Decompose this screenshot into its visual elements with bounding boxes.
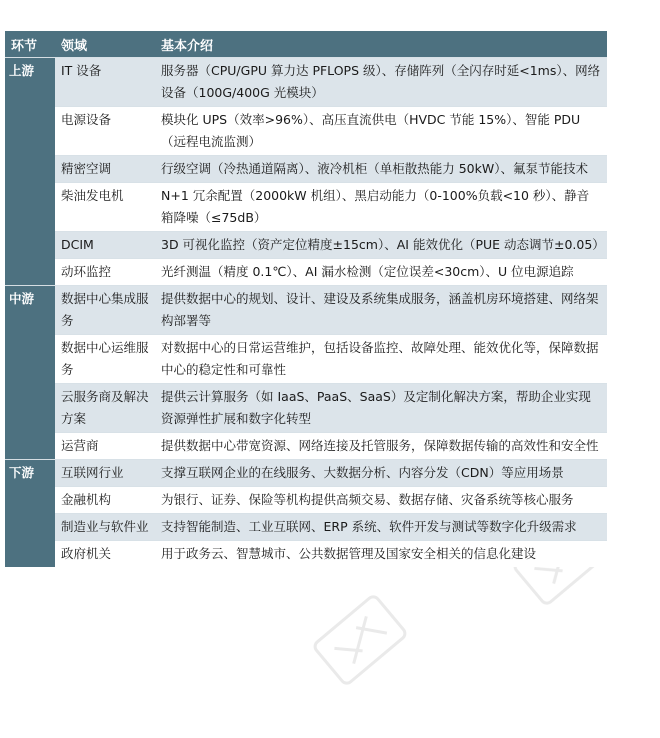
stage-cell: 上游: [5, 58, 55, 286]
table-row: [5, 433, 607, 460]
field-cell: 云服务商及解决方案: [55, 384, 155, 433]
table-row: [5, 286, 607, 335]
description-cell: 3D 可视化监控（资产定位精度±15cm）、AI 能效优化（PUE 动态调节±0.05）: [155, 232, 607, 259]
field-cell: 数据中心运维服务: [55, 335, 155, 384]
field-cell: 电源设备: [55, 107, 155, 156]
field-cell: DCIM: [55, 232, 155, 259]
header-intro: 基本介绍: [155, 31, 607, 58]
field-cell: 互联网行业: [55, 460, 155, 487]
field-cell: 数据中心集成服务: [55, 286, 155, 335]
field-cell: 精密空调: [55, 156, 155, 183]
table-row: [5, 335, 607, 384]
description-cell: 模块化 UPS（效率>96%）、高压直流供电（HVDC 节能 15%）、智能 PDU（远程电流监测）: [155, 107, 607, 156]
table-row: [5, 487, 607, 514]
table-row: [5, 183, 607, 232]
description-cell: 提供数据中心带宽资源、网络连接及托管服务，保障数据传输的高效性和安全性: [155, 433, 607, 460]
description-cell: 为银行、证券、保险等机构提供高频交易、数据存储、灾备系统等核心服务: [155, 487, 607, 514]
description-cell: 支持智能制造、工业互联网、ERP 系统、软件开发与测试等数字化升级需求: [155, 514, 607, 541]
header-stage: 环节: [5, 31, 55, 58]
field-cell: 金融机构: [55, 487, 155, 514]
field-cell: 运营商: [55, 433, 155, 460]
table-body: [5, 58, 607, 568]
description-cell: N+1 冗余配置（2000kW 机组）、黑启动能力（0-100%负载<10 秒）、静音箱降噪（≤75dB）: [155, 183, 607, 232]
field-cell: IT 设备: [55, 58, 155, 107]
field-cell: 柴油发电机: [55, 183, 155, 232]
table-row: [5, 460, 607, 487]
table-row: [5, 232, 607, 259]
table-row: [5, 384, 607, 433]
header-field: 领域: [55, 31, 155, 58]
description-cell: 对数据中心的日常运营维护，包括设备监控、故障处理、能效优化等，保障数据中心的稳定性和可靠性: [155, 335, 607, 384]
stage-cell: 下游: [5, 460, 55, 568]
description-cell: 支撑互联网企业的在线服务、大数据分析、内容分发（CDN）等应用场景: [155, 460, 607, 487]
field-cell: 制造业与软件业: [55, 514, 155, 541]
industry-chain-table: [5, 31, 607, 567]
table-row: [5, 259, 607, 286]
table-header-row: [5, 31, 607, 58]
description-cell: 行级空调（冷热通道隔离）、液冷机柜（单柜散热能力 50kW）、氟泵节能技术: [155, 156, 607, 183]
table-row: [5, 107, 607, 156]
table-row: [5, 541, 607, 568]
table-row: [5, 514, 607, 541]
description-cell: 提供数据中心的规划、设计、建设及系统集成服务，涵盖机房环境搭建、网络架构部署等: [155, 286, 607, 335]
table-row: [5, 156, 607, 183]
field-cell: 动环监控: [55, 259, 155, 286]
table-row: [5, 58, 607, 107]
stage-cell: 中游: [5, 286, 55, 460]
description-cell: 用于政务云、智慧城市、公共数据管理及国家安全相关的信息化建设: [155, 541, 607, 568]
description-cell: 光纤测温（精度 0.1℃）、AI 漏水检测（定位误差<30cm）、U 位电源追踪: [155, 259, 607, 286]
field-cell: 政府机关: [55, 541, 155, 568]
description-cell: 提供云计算服务（如 IaaS、PaaS、SaaS）及定制化解决方案，帮助企业实现资源弹性扩展和数字化转型: [155, 384, 607, 433]
description-cell: 服务器（CPU/GPU 算力达 PFLOPS 级）、存储阵列（全闪存时延<1ms）、网络设备（100G/400G 光模块）: [155, 58, 607, 107]
